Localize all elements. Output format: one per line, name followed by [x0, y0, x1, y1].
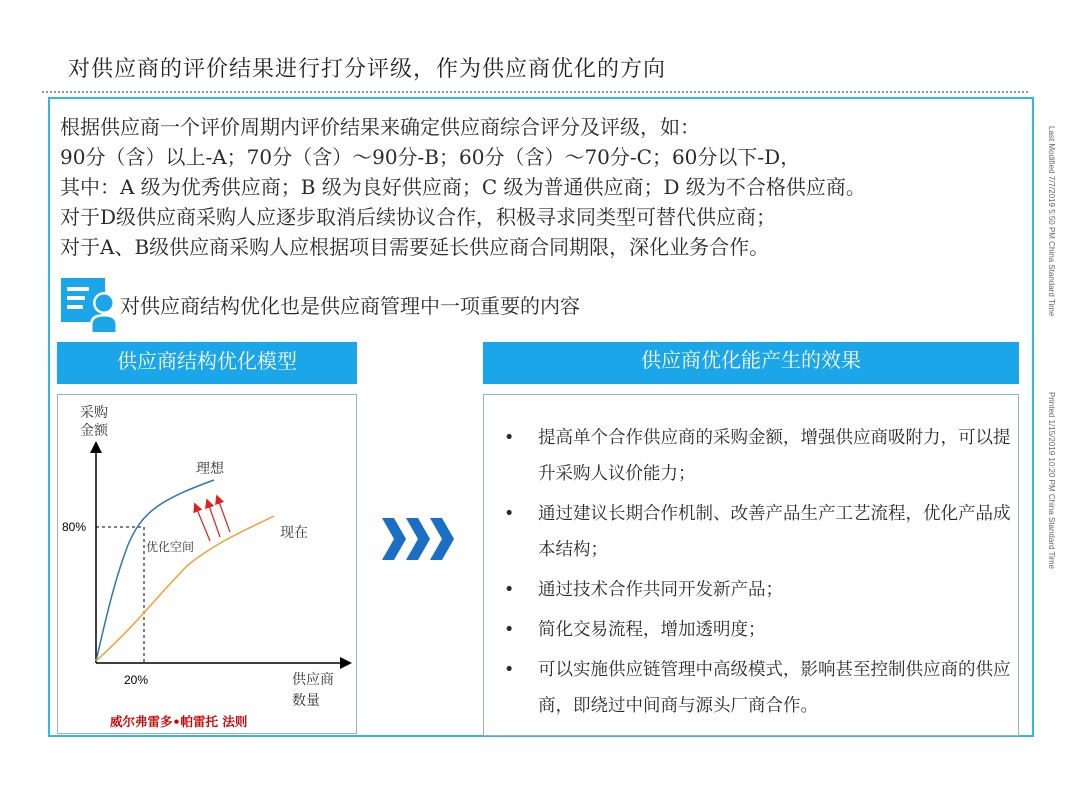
gap-arrow-3 — [218, 499, 230, 532]
bullet-dot-icon: • — [504, 504, 515, 524]
x-mark-20: 20% — [124, 673, 149, 687]
pareto-caption: 威尔弗雷多•帕雷托 法则 — [110, 714, 248, 729]
bullet-dot-icon: • — [504, 660, 515, 680]
effect-text-5: 可以实施供应链管理中高级模式，影响甚至控制供应商的供应商，即绕过中间商与源头厂商合作。 — [538, 660, 1011, 716]
bullet-dot-icon: • — [504, 620, 515, 640]
bullet-dot-icon: • — [504, 580, 515, 600]
pareto-diagram — [58, 395, 356, 733]
intro-line-2: 90分（含）以上-A；70分（含）～90分-B；60分（含）～70分-C；60分以下-D， — [60, 145, 801, 169]
printed-note: Printed 1/15/2019 10:20 PM China Standard Time — [1047, 392, 1056, 569]
intro-line-5: 对于A、B级供应商采购人应根据项目需要延长供应商合同期限，深化业务合作。 — [60, 235, 770, 259]
title-divider — [42, 91, 1028, 93]
triple-chevron-icon — [380, 514, 458, 564]
intro-text — [60, 112, 1020, 262]
gap-label: 优化空间 — [146, 540, 195, 554]
effect-item — [504, 572, 1024, 608]
ideal-label: 理想 — [196, 461, 224, 477]
effect-text-2: 通过建议长期合作机制、改善产品生产工艺流程，优化产品成本结构； — [538, 504, 1011, 560]
effects-header: 供应商优化能产生的效果 — [483, 342, 1019, 384]
y-axis-label-2: 金额 — [80, 423, 108, 439]
effect-text-1: 提高单个合作供应商的采购金额，增强供应商吸附力，可以提升采购人议价能力； — [538, 428, 1011, 484]
current-curve — [96, 516, 274, 661]
effect-item — [504, 652, 1024, 724]
current-label: 现在 — [280, 525, 308, 541]
x-axis-label-2: 数量 — [292, 693, 320, 709]
effect-item — [504, 612, 1024, 648]
intro-line-1: 根据供应商一个评价周期内评价结果来确定供应商综合评分及评级，如： — [60, 115, 700, 139]
last-modified-note: Last Modified 7/7/2019 5:50 PM China Standard Time — [1047, 126, 1056, 317]
document-user-icon — [60, 276, 118, 332]
y-mark-80: 80% — [62, 520, 87, 534]
effect-item — [504, 420, 1024, 492]
gap-arrow-1 — [196, 507, 210, 541]
gap-arrow-2 — [208, 503, 220, 537]
y-axis-label-1: 采购 — [80, 405, 108, 421]
x-axis-label-1: 供应商 — [292, 672, 334, 688]
effects-list — [504, 420, 1024, 728]
emphasis-text: 对供应商结构优化也是供应商管理中一项重要的内容 — [120, 294, 580, 318]
intro-line-3: 其中：A 级为优秀供应商；B 级为良好供应商；C 级为普通供应商；D 级为不合格供应商。 — [60, 175, 866, 199]
effect-text-3: 通过技术合作共同开发新产品； — [538, 580, 783, 600]
intro-line-4: 对于D级供应商采购人应逐步取消后续协议合作，积极寻求同类型可替代供应商； — [60, 205, 777, 229]
effect-text-4: 简化交易流程，增加透明度； — [538, 620, 766, 640]
page-title: 对供应商的评价结果进行打分评级，作为供应商优化的方向 — [68, 57, 667, 82]
model-header: 供应商结构优化模型 — [57, 342, 357, 384]
bullet-dot-icon: • — [504, 428, 515, 448]
effect-item — [504, 496, 1024, 568]
